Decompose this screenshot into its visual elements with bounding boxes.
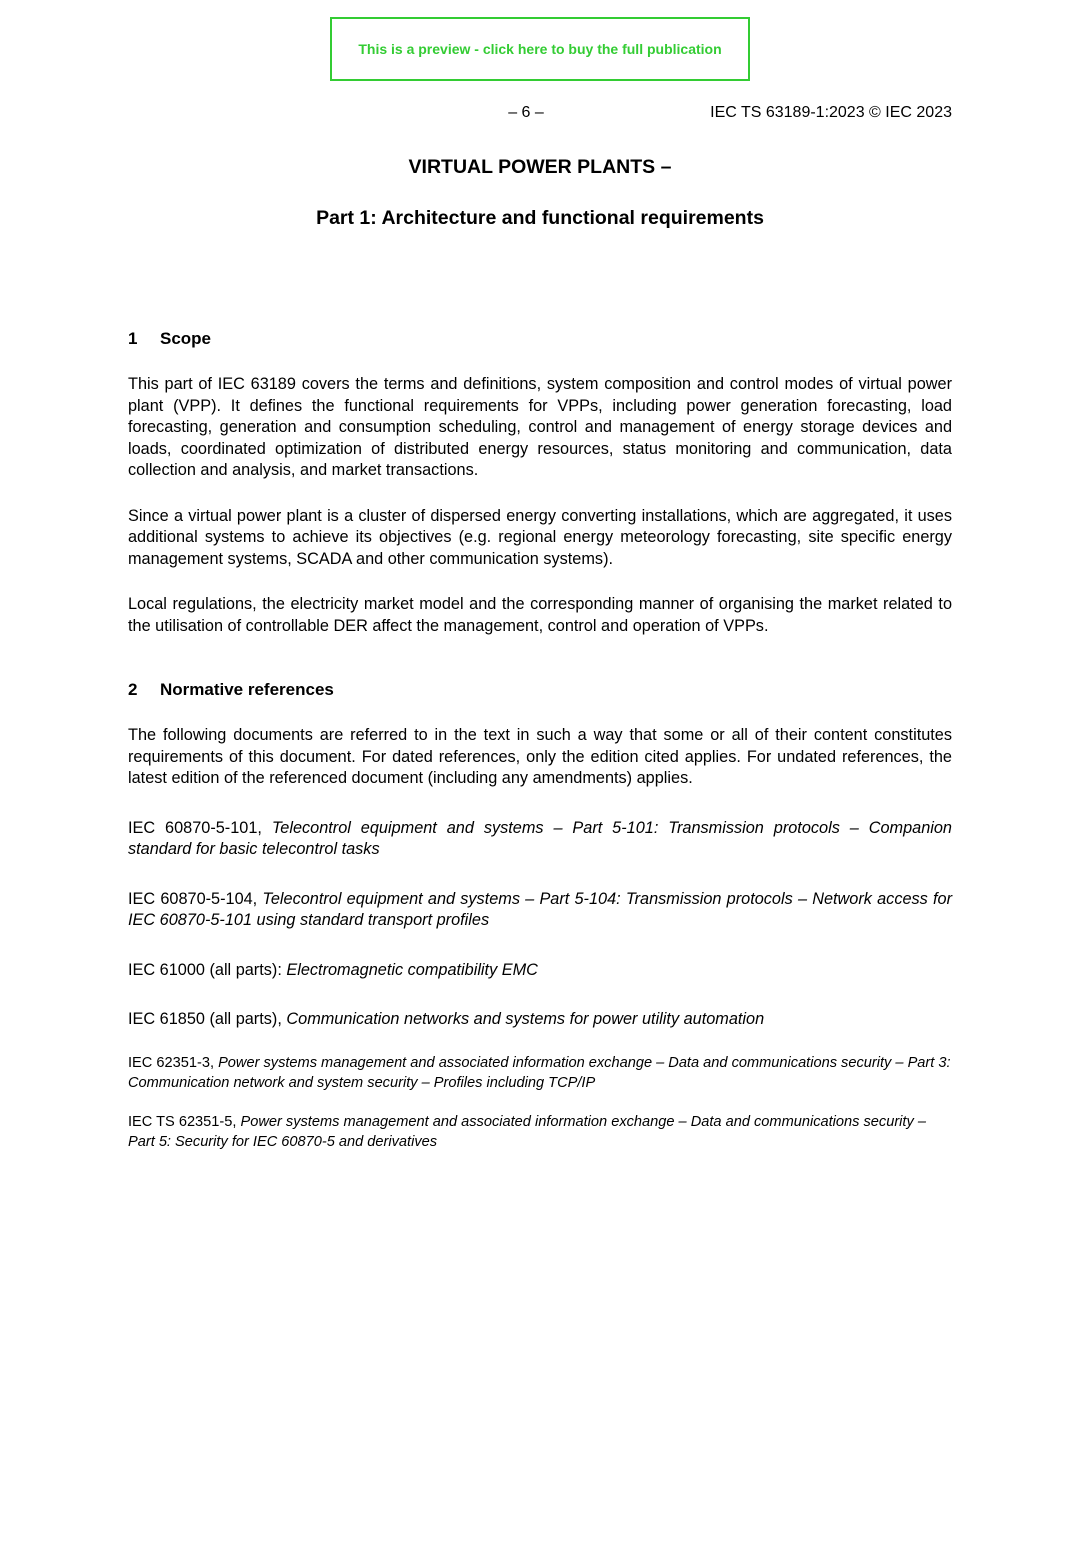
reference-code: IEC 60870-5-104, bbox=[128, 889, 263, 908]
reference-title: Telecontrol equipment and systems – Part 5-104: Transmission protocols – Network access for IEC 60870-5-101 using standard transport profiles bbox=[128, 889, 952, 929]
reference-code: IEC 60870-5-101, bbox=[128, 818, 272, 837]
reference-title: Power systems management and associated information exchange – Data and communications security – Part 3: Communication network and system security – Profiles including TCP/IP bbox=[128, 1054, 951, 1091]
preview-banner[interactable] bbox=[330, 17, 750, 81]
paragraph: Local regulations, the electricity market model and the corresponding manner of organising the market related to the utilisation of controllable DER affect the management, control and operation of VPPs. bbox=[128, 595, 952, 635]
reference-code: IEC TS 62351-5, bbox=[128, 1113, 241, 1130]
preview-banner-label: This is a preview - click here to buy the full publication bbox=[358, 41, 722, 57]
reference-title: Telecontrol equipment and systems – Part 5-101: Transmission protocols – Companion standard for basic telecontrol tasks bbox=[128, 818, 952, 858]
section-number: 1 bbox=[128, 329, 138, 348]
document-title: VIRTUAL POWER PLANTS – bbox=[408, 156, 672, 178]
section-number: 2 bbox=[128, 680, 138, 699]
reference-item bbox=[128, 960, 952, 982]
section-heading-label: Normative references bbox=[160, 680, 334, 699]
document-subtitle: Part 1: Architecture and functional requirements bbox=[316, 207, 764, 229]
paragraph: Since a virtual power plant is a cluster of dispersed energy converting installations, which are aggregated, it uses additional systems to achieve its objectives (e.g. regional energy meteorology forecasting, site specific energy management systems, SCADA and other communication systems). bbox=[128, 506, 952, 568]
header-spacer bbox=[128, 103, 522, 123]
section-heading bbox=[128, 328, 952, 350]
reference-item bbox=[128, 1112, 952, 1152]
reference-title: Power systems management and associated information exchange – Data and communications security – Part 5: Security for IEC 60870-5 and derivatives bbox=[128, 1113, 926, 1150]
document-body bbox=[128, 328, 952, 1152]
reference-item bbox=[128, 818, 952, 861]
reference-title: Electromagnetic compatibility EMC bbox=[286, 960, 538, 979]
paragraph: This part of IEC 63189 covers the terms and definitions, system composition and control modes of virtual power plant (VPP). It defines the functional requirements for VPPs, including power generation forecasting, load forecasting, generation and consumption scheduling, control and management of energy storage devices and loads, coordinated optimization of distributed energy resources, status monitoring and communication, data collection and analysis, and market transactions. bbox=[128, 375, 952, 479]
page-header bbox=[128, 103, 952, 123]
reference-code: IEC 61850 (all parts), bbox=[128, 1010, 287, 1028]
reference-item bbox=[128, 1009, 952, 1031]
section-heading-label: Scope bbox=[160, 329, 212, 348]
paragraph: The following documents are referred to in the text in such a way that some or all of their content constitutes requirements of this document. For dated references, only the edition cited applies. For undated references, the latest edition of the referenced document (including any amendments) applies. bbox=[128, 726, 952, 787]
document-reference: IEC TS 63189-1:2023 © IEC 2023 bbox=[710, 104, 952, 121]
reference-title: Communication networks and systems for power utility automation bbox=[286, 1010, 765, 1028]
reference-code: IEC 62351-3, bbox=[128, 1054, 219, 1071]
reference-item bbox=[128, 1053, 952, 1093]
reference-code: IEC 61000 (all parts): bbox=[128, 960, 287, 979]
section-heading bbox=[128, 679, 952, 701]
document-page bbox=[0, 17, 1080, 1544]
reference-item bbox=[128, 889, 952, 932]
page-number: – 6 – bbox=[508, 104, 544, 121]
